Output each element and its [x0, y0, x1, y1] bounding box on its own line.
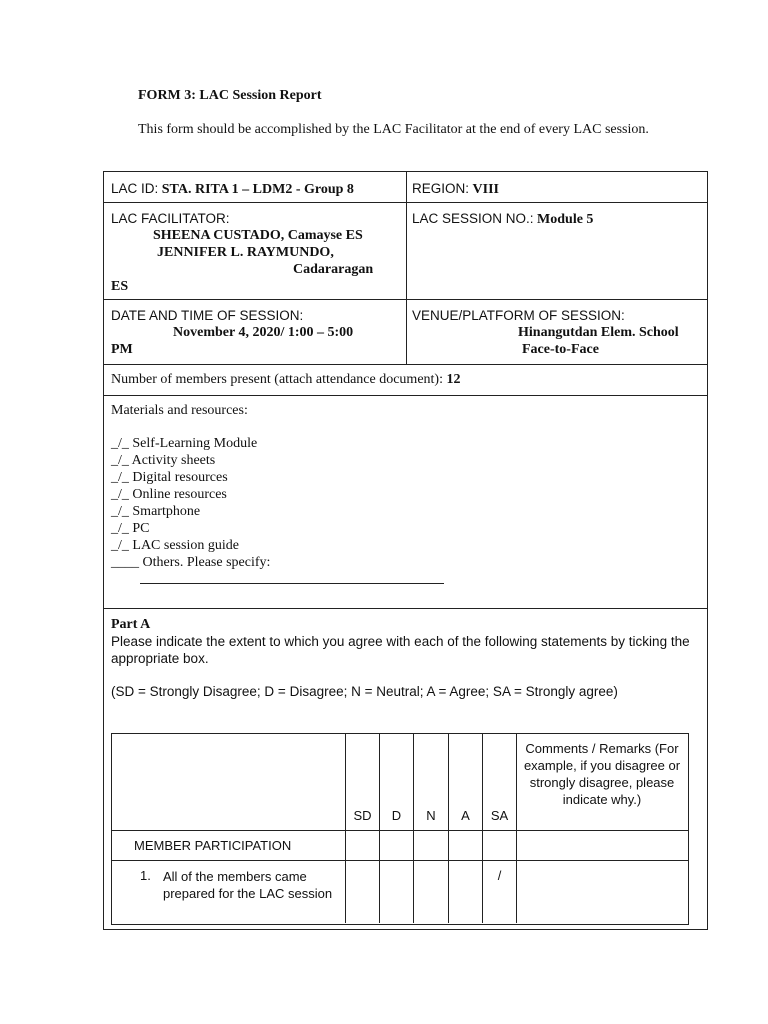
list-item — [111, 503, 701, 520]
venue-line-2: Face-to-Face — [522, 342, 599, 357]
date-time-cell — [111, 307, 401, 358]
list-item — [111, 435, 701, 452]
column-divider — [413, 734, 414, 923]
venue-line-1: Hinangutdan Elem. School — [518, 325, 679, 340]
row-divider — [104, 608, 707, 609]
checkbox-mark: _/_ — [111, 504, 129, 519]
list-item — [111, 520, 701, 537]
column-divider — [482, 734, 483, 923]
members-cell — [111, 371, 701, 388]
date-time-line-1: November 4, 2020/ 1:00 – 5:00 — [173, 325, 354, 340]
region-label: REGION: — [412, 181, 470, 196]
facilitator-line-1: SHEENA CUSTADO, Camayse ES — [153, 228, 363, 243]
members-value: 12 — [446, 372, 461, 387]
material-label: Others. Please specify: — [142, 555, 271, 570]
column-header-n: N — [426, 808, 436, 823]
facilitator-label: LAC FACILITATOR: — [111, 211, 230, 226]
lac-id-label: LAC ID: — [111, 181, 159, 196]
material-label: Activity sheets — [131, 453, 216, 468]
checkbox-mark: _/_ — [111, 453, 129, 468]
venue-label: VENUE/PLATFORM OF SESSION: — [412, 308, 625, 323]
facilitator-line-2: JENNIFER L. RAYMUNDO, — [157, 245, 334, 260]
checkbox-mark: _/_ — [111, 436, 129, 451]
checkbox-mark: _/_ — [111, 470, 129, 485]
region-cell — [412, 180, 702, 198]
part-a-cell — [111, 616, 701, 700]
statement-text: All of the members came prepared for the LAC session — [163, 869, 333, 901]
column-header-a: A — [461, 808, 470, 823]
materials-label: Materials and resources: — [111, 403, 248, 418]
venue-cell — [412, 307, 702, 358]
list-item — [111, 469, 701, 486]
material-label: Smartphone — [132, 504, 201, 519]
material-label: Self-Learning Module — [132, 436, 258, 451]
row-divider — [112, 830, 688, 831]
list-item — [111, 537, 701, 554]
column-divider — [345, 734, 346, 923]
sa-tick-mark: / — [497, 868, 502, 883]
session-no-label: LAC SESSION NO.: — [412, 211, 534, 226]
column-divider — [379, 734, 380, 923]
rating-table — [111, 733, 689, 925]
part-a-instruction: Please indicate the extent to which you agree with each of the following statements by ticking the appropriate box. — [111, 634, 690, 666]
row-divider — [104, 395, 707, 396]
part-a-legend: (SD = Strongly Disagree; D = Disagree; N = Neutral; A = Agree; SA = Strongly agree) — [111, 684, 618, 699]
row-divider — [112, 860, 688, 861]
section-member-participation: MEMBER PARTICIPATION — [134, 838, 292, 853]
comments-header: Comments / Remarks (For example, if you disagree or strongly disagree, please indicate why.) — [523, 741, 681, 807]
column-header-sd: SD — [353, 808, 372, 823]
lac-id-cell — [111, 180, 401, 198]
lac-id-value: STA. RITA 1 – LDM2 - Group 8 — [161, 182, 354, 197]
list-item — [111, 554, 701, 571]
column-divider — [516, 734, 517, 923]
facilitator-cell — [111, 210, 401, 295]
statement-number: 1. — [140, 868, 151, 883]
facilitator-line-4: ES — [111, 279, 129, 294]
column-header-d: D — [391, 808, 402, 823]
column-header-sa: SA — [490, 808, 509, 823]
list-item — [111, 452, 701, 469]
checkbox-mark: _/_ — [111, 538, 129, 553]
form-intro: This form should be accomplished by the LAC Facilitator at the end of every LAC session. — [138, 122, 649, 137]
checkbox-mark: _/_ — [111, 487, 129, 502]
material-label: Online resources — [132, 487, 227, 502]
session-no-cell — [412, 210, 702, 228]
column-divider — [406, 172, 407, 364]
form-title: FORM 3: LAC Session Report — [138, 88, 322, 103]
facilitator-line-3: Cadararagan — [293, 262, 374, 277]
date-time-line-2: PM — [111, 342, 133, 357]
column-divider — [448, 734, 449, 923]
material-label: Digital resources — [132, 470, 228, 485]
checkbox-mark: ____ — [111, 555, 139, 570]
region-value: VIII — [472, 182, 499, 197]
session-no-value: Module 5 — [537, 212, 594, 227]
row-divider — [104, 364, 707, 365]
checkbox-mark: _/_ — [111, 521, 129, 536]
materials-list — [111, 435, 701, 571]
members-label: Number of members present (attach attendance document): — [111, 372, 443, 387]
others-specify-line — [140, 583, 444, 584]
materials-cell — [111, 402, 701, 571]
list-item — [111, 486, 701, 503]
material-label: LAC session guide — [132, 538, 239, 553]
part-a-title: Part A — [111, 617, 151, 632]
date-time-label: DATE AND TIME OF SESSION: — [111, 308, 304, 323]
material-label: PC — [132, 521, 150, 536]
